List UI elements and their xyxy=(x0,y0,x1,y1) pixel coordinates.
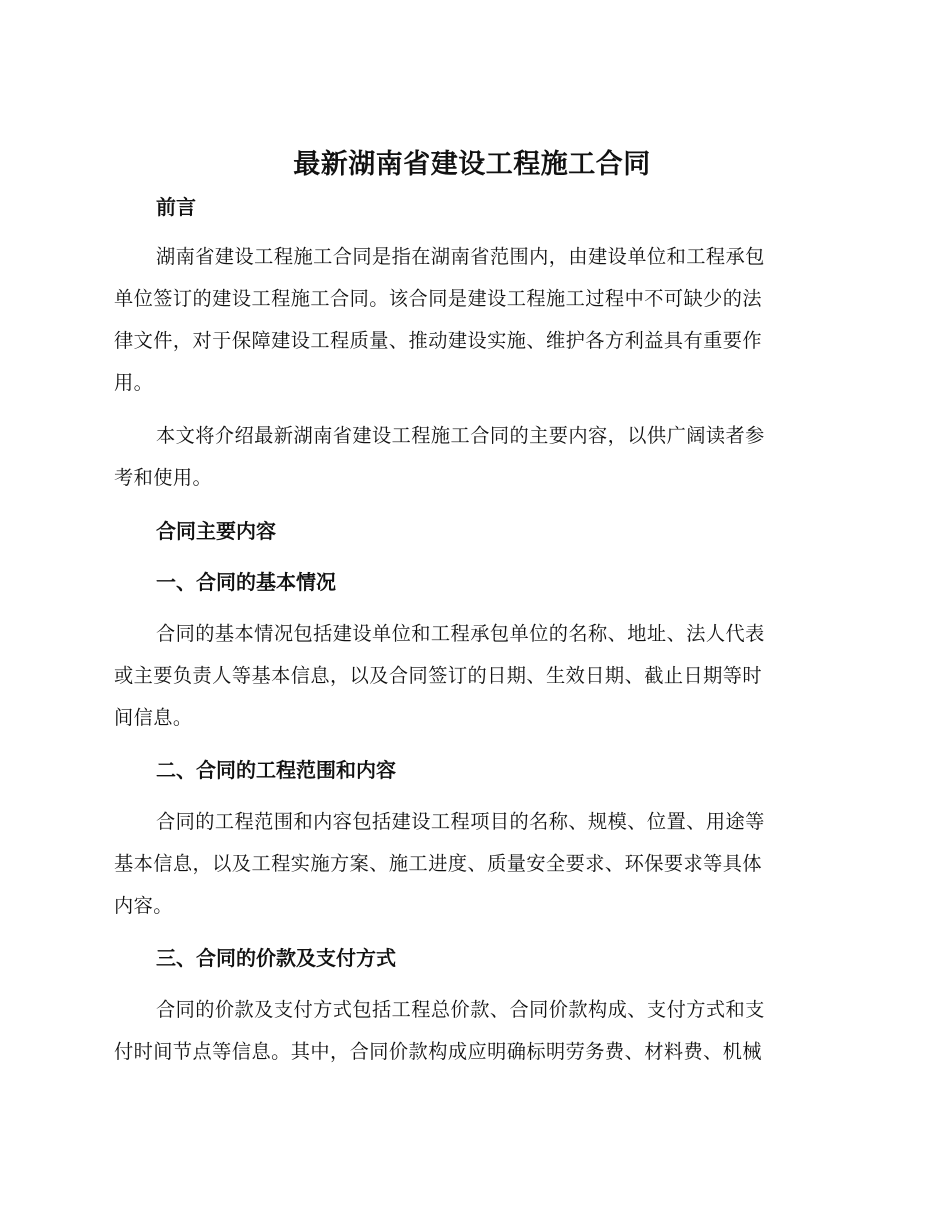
paragraph-payment xyxy=(114,989,830,1073)
paragraph-line: 湖南省建设工程施工合同是指在湖南省范围内，由建设单位和工程承包 xyxy=(156,245,765,268)
paragraph-line: 付时间节点等信息。其中，合同价款构成应明确标明劳务费、材料费、机械 xyxy=(114,1040,763,1063)
paragraph-preface-2 xyxy=(114,415,830,499)
paragraph-line: 合同的价款及支付方式包括工程总价款、合同价款构成、支付方式和支 xyxy=(156,998,765,1021)
paragraph-line: 内容。 xyxy=(114,894,173,917)
section-heading-main-content: 合同主要内容 xyxy=(156,519,276,543)
section-heading-basic-info: 一、合同的基本情况 xyxy=(156,570,336,594)
section-heading-preface: 前言 xyxy=(156,195,196,219)
paragraph-basic-info xyxy=(114,613,830,739)
paragraph-line: 合同的基本情况包括建设单位和工程承包单位的名称、地址、法人代表 xyxy=(156,622,765,645)
document-title: 最新湖南省建设工程施工合同 xyxy=(293,149,651,180)
paragraph-line: 用。 xyxy=(114,371,154,394)
paragraph-line: 间信息。 xyxy=(114,706,193,729)
paragraph-line: 单位签订的建设工程施工合同。该合同是建设工程施工过程中不可缺少的法 xyxy=(114,287,763,310)
paragraph-line: 基本信息，以及工程实施方案、施工进度、质量安全要求、环保要求等具体 xyxy=(114,852,763,875)
section-heading-scope: 二、合同的工程范围和内容 xyxy=(156,758,396,782)
paragraph-line: 或主要负责人等基本信息，以及合同签订的日期、生效日期、截止日期等时 xyxy=(114,664,763,687)
paragraph-line: 合同的工程范围和内容包括建设工程项目的名称、规模、位置、用途等 xyxy=(156,810,765,833)
paragraph-line: 律文件，对于保障建设工程质量、推动建设实施、维护各方利益具有重要作 xyxy=(114,329,763,352)
paragraph-line: 考和使用。 xyxy=(114,466,213,489)
paragraph-line: 本文将介绍最新湖南省建设工程施工合同的主要内容，以供广阔读者参 xyxy=(156,424,765,447)
paragraph-preface-1 xyxy=(114,236,830,404)
section-heading-payment: 三、合同的价款及支付方式 xyxy=(156,946,396,970)
paragraph-scope xyxy=(114,801,830,927)
